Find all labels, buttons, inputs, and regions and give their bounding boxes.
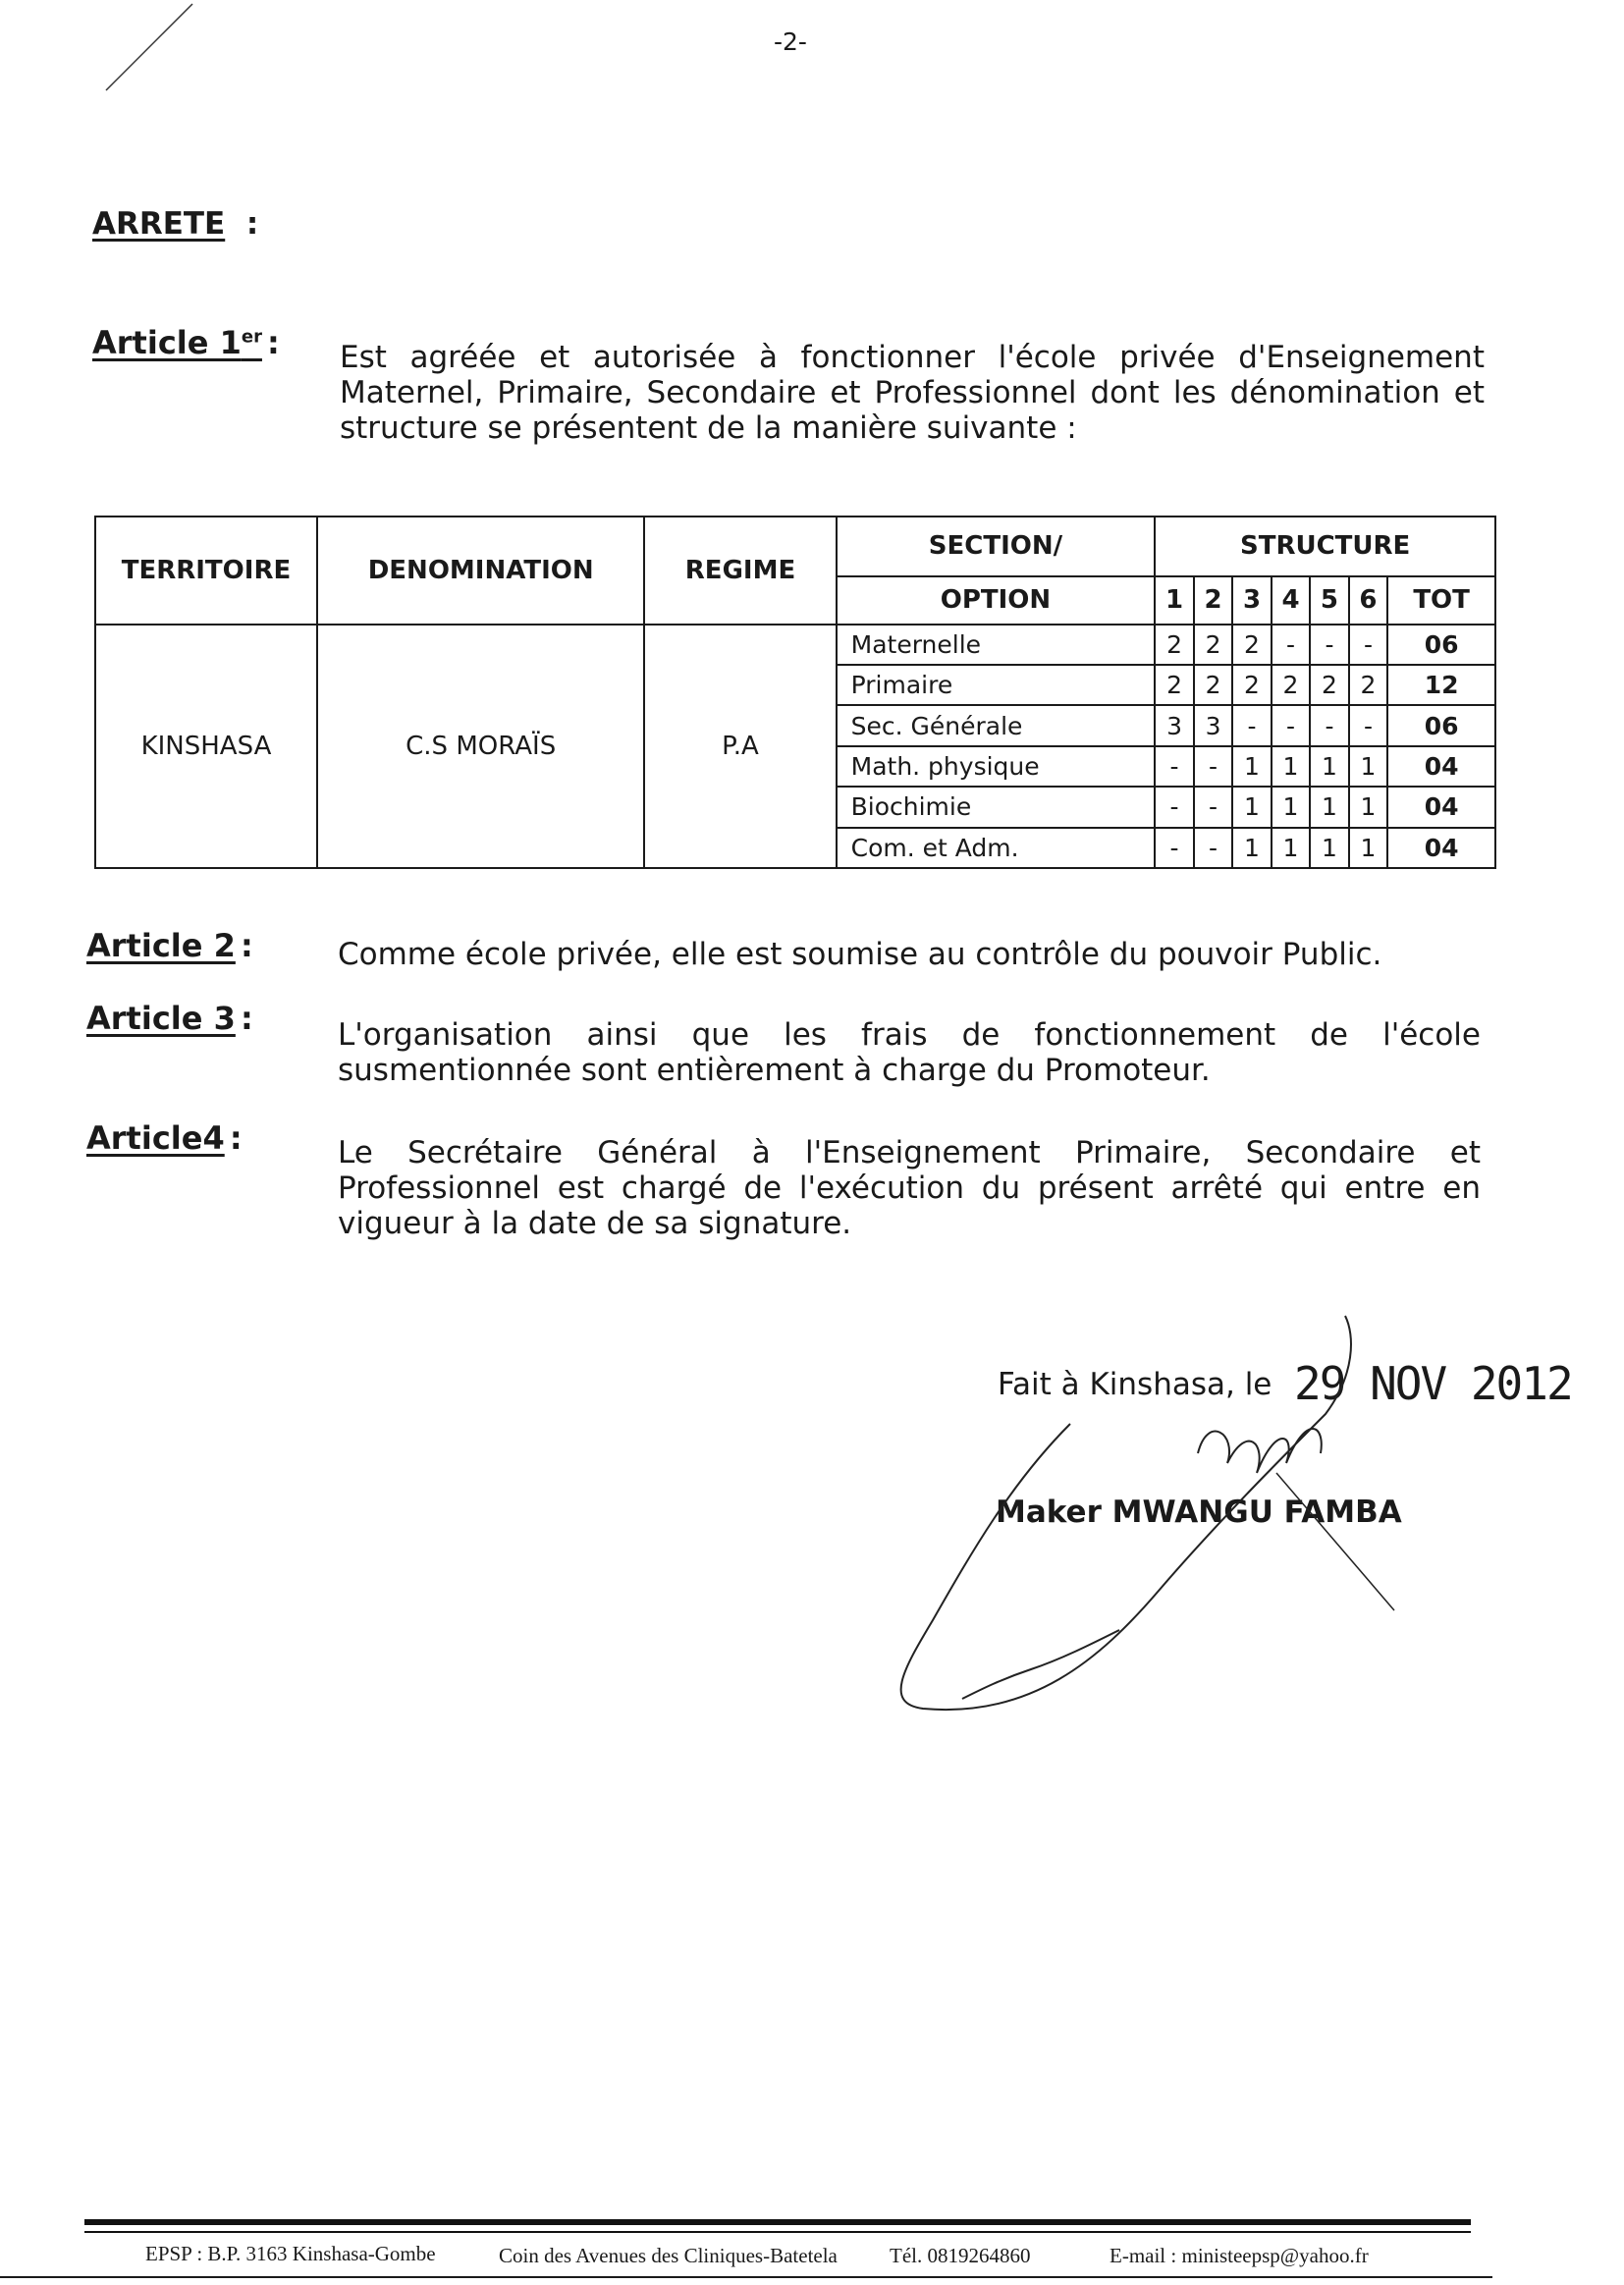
arrete-heading (92, 206, 258, 242)
cell-total: 04 (1387, 787, 1495, 827)
header-year-1: 1 (1155, 576, 1193, 625)
cell-value: - (1155, 746, 1193, 787)
cell-value: - (1310, 705, 1348, 745)
article-3-colon: : (240, 1000, 253, 1037)
cell-value: - (1232, 705, 1271, 745)
header-option: OPTION (837, 576, 1156, 625)
cell-value: - (1155, 787, 1193, 827)
cell-value: - (1272, 705, 1310, 745)
header-territoire: TERRITOIRE (95, 517, 317, 625)
cell-value: 1 (1272, 787, 1310, 827)
article-3-title: Article 3 (86, 1000, 236, 1037)
header-structure: STRUCTURE (1155, 517, 1495, 576)
cell-value: 2 (1155, 625, 1193, 665)
article-4-label (86, 1119, 243, 1157)
cell-value: 1 (1232, 787, 1271, 827)
cell-value: - (1349, 625, 1387, 665)
header-year-5: 5 (1310, 576, 1348, 625)
cell-value: 2 (1310, 665, 1348, 705)
cell-option: Com. et Adm. (837, 828, 1156, 868)
header-year-4: 4 (1272, 576, 1310, 625)
cell-value: 2 (1194, 625, 1232, 665)
cell-value: 1 (1349, 787, 1387, 827)
cell-option: Sec. Générale (837, 705, 1156, 745)
arrete-colon: : (245, 206, 259, 242)
cell-value: - (1272, 625, 1310, 665)
article-4-colon: : (229, 1119, 243, 1157)
bottom-rule (0, 2276, 1492, 2278)
article-2-label (86, 927, 253, 964)
cell-value: - (1194, 787, 1232, 827)
arrete-label: ARRETE (92, 206, 226, 242)
cell-total: 04 (1387, 746, 1495, 787)
footer (0, 2242, 1624, 2271)
article-1-superscript: er (241, 326, 262, 348)
cell-value: 1 (1272, 828, 1310, 868)
cell-value: 3 (1194, 705, 1232, 745)
cell-value: - (1310, 625, 1348, 665)
article-3-text: L'organisation ainsi que les frais de fonctionnement de l'école susmentionnée sont entièrement à charge du Promoteur. (338, 1017, 1481, 1088)
cell-value: 3 (1155, 705, 1193, 745)
cell-value: - (1194, 746, 1232, 787)
cell-regime: P.A (644, 625, 836, 868)
cell-value: 1 (1272, 746, 1310, 787)
header-year-2: 2 (1194, 576, 1232, 625)
cell-value: 2 (1232, 625, 1271, 665)
article-2-colon: : (240, 927, 253, 964)
page-number: -2- (774, 27, 807, 56)
cell-value: 2 (1272, 665, 1310, 705)
scan-corner-mark (96, 0, 214, 98)
article-4-title: Article4 (86, 1119, 225, 1157)
table-row (95, 625, 1495, 665)
article-1-text: Est agréée et autorisée à fonctionner l'école privée d'Enseignement Maternel, Primaire, Secondaire et Professionnel dont les dénomination et structure se présentent de la manière suivante : (340, 340, 1485, 446)
cell-value: 1 (1349, 828, 1387, 868)
cell-total: 06 (1387, 625, 1495, 665)
cell-territoire: KINSHASA (95, 625, 317, 868)
cell-option: Maternelle (837, 625, 1156, 665)
cell-value: 1 (1310, 787, 1348, 827)
cell-value: - (1349, 705, 1387, 745)
handwritten-signature (864, 1296, 1414, 1758)
cell-option: Biochimie (837, 787, 1156, 827)
cell-value: 1 (1349, 746, 1387, 787)
cell-option: Math. physique (837, 746, 1156, 787)
place-date-prefix: Fait à Kinshasa, le (998, 1367, 1272, 1402)
article-2-title: Article 2 (86, 927, 236, 964)
cell-total: 04 (1387, 828, 1495, 868)
cell-value: 1 (1310, 828, 1348, 868)
article-1-colon: : (267, 324, 280, 361)
cell-denomination: C.S MORAÏS (317, 625, 644, 868)
article-1-label (92, 324, 280, 361)
cell-value: 1 (1232, 746, 1271, 787)
cell-total: 12 (1387, 665, 1495, 705)
header-year-3: 3 (1232, 576, 1271, 625)
article-3-label (86, 1000, 253, 1037)
cell-value: 1 (1310, 746, 1348, 787)
article-2-text: Comme école privée, elle est soumise au contrôle du pouvoir Public. (338, 937, 1382, 972)
header-section: SECTION/ (837, 517, 1156, 576)
header-regime: REGIME (644, 517, 836, 625)
article-1-title (92, 324, 262, 361)
header-denomination: DENOMINATION (317, 517, 644, 625)
cell-value: 2 (1155, 665, 1193, 705)
footer-email: E-mail : ministeepsp@yahoo.fr (1110, 2244, 1369, 2267)
cell-value: 2 (1349, 665, 1387, 705)
footer-location: Coin des Avenues des Cliniques-Batetela (499, 2244, 838, 2267)
footer-phone: Tél. 0819264860 (890, 2244, 1031, 2267)
cell-value: - (1194, 828, 1232, 868)
footer-address: EPSP : B.P. 3163 Kinshasa-Gombe (145, 2242, 436, 2265)
footer-rule (84, 2219, 1471, 2237)
header-year-6: 6 (1349, 576, 1387, 625)
article-1-title-text: Article 1 (92, 324, 242, 361)
header-tot: TOT (1387, 576, 1495, 625)
cell-value: 2 (1194, 665, 1232, 705)
article-4-text: Le Secrétaire Général à l'Enseignement Primaire, Secondaire et Professionnel est chargé de l'exécution du présent arrêté qui entre en vigueur à la date de sa signature. (338, 1135, 1481, 1241)
cell-total: 06 (1387, 705, 1495, 745)
date-stamp: 29 NOV 2012 (1294, 1357, 1572, 1410)
cell-value: - (1155, 828, 1193, 868)
cell-option: Primaire (837, 665, 1156, 705)
structure-table (94, 516, 1496, 869)
cell-value: 2 (1232, 665, 1271, 705)
cell-value: 1 (1232, 828, 1271, 868)
signatory-name: Maker MWANGU FAMBA (996, 1495, 1402, 1530)
